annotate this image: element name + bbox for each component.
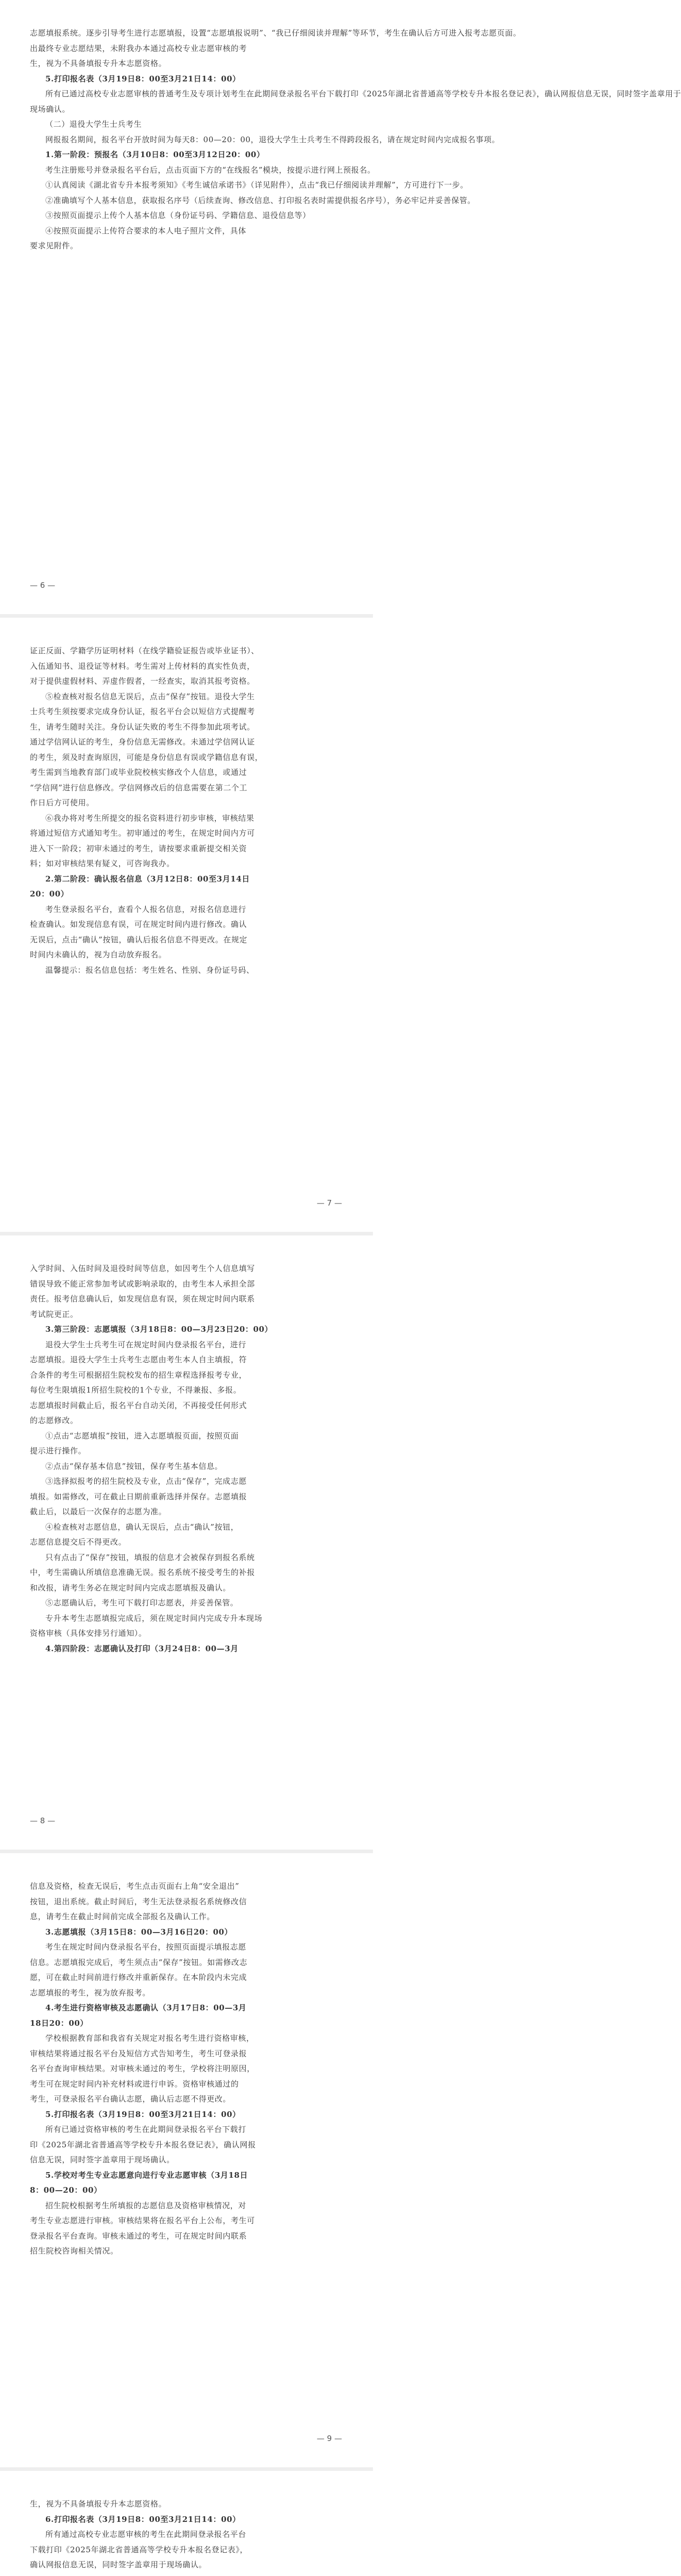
paragraph-line: 每位考生限填报1所招生院校的1个专业，不得兼报、多报。 [30, 1385, 242, 1395]
section-heading-line: 5.打印报名表（3月19日8：00至3月21日14：00） [45, 2109, 241, 2119]
paragraph-line: 信息及资格，检查无误后，考生点击页面右上角“安全退出” [30, 1882, 240, 1891]
paragraph-line: 士兵考生须按要求完成身份认证，报名平台会以短信方式提醒考 [30, 707, 255, 716]
paragraph-line: 审核结果将通过报名平台及短信方式告知考生，考生可登录报 [30, 2048, 247, 2058]
document-page [0, 618, 373, 1235]
document-page [0, 0, 681, 618]
paragraph-line: 检查确认。如发现信息有误，可在规定时间内进行修改。确认 [30, 920, 247, 929]
paragraph-line: 填报。如需修改，可在截止日期前重新选择并保存。志愿填报 [30, 1492, 247, 1501]
paragraph-line: ②点击“保存基本信息”按钮，保存考生基本信息。 [45, 1461, 223, 1471]
paragraph-line: 所有已通过高校专业志愿审核的普通考生及专项计划考生在此期间登录报名平台下载打印《2025年湖北省普通高等学校专升本报名登记表》，确认网报信息无误，同时签字盖章用于 [45, 89, 681, 98]
paragraph-line: 入学时间、入伍时间及退役时间等信息，如因考生个人信息填写 [30, 1264, 255, 1273]
paragraph-line: 登录报名平台查询。审核未通过的考生，可在规定时间内联系 [30, 2231, 247, 2241]
paragraph-line: 按钮，退出系统。截止时间后，考生无法登录报名系统修改信 [30, 1896, 247, 1906]
paragraph-line: 志愿填报。退役大学生士兵考生志愿由考生本人自主填报，符 [30, 1355, 247, 1364]
page-number: — 6 — [30, 581, 56, 590]
paragraph-line: 时间内未确认的，视为自动放弃报名。 [30, 950, 167, 959]
paragraph-line: 考生专业志愿进行审核。审核结果将在报名平台上公布，考生可 [30, 2216, 255, 2225]
paragraph-line [30, 2573, 343, 2576]
paragraph-line: 考生，可登录报名平台确认志愿，确认后志愿不得更改。 [30, 2094, 231, 2104]
paragraph-line: 信息。志愿填报完成后，考生须点击“保存”按钮。如需修改志 [30, 1957, 248, 1967]
paragraph-line: 学校根据教育部和我省有关规定对报名考生进行资格审核， [45, 2033, 254, 2043]
paragraph-line: 截止后，以最后一次保存的志愿为准。 [30, 1507, 167, 1516]
paragraph-line: ⑥我办将对考生所提交的报名资料进行初步审核，审核结果 [45, 813, 254, 823]
paragraph-line: 确认网报信息无误，同时签字盖章用于现场确认。 [30, 2560, 207, 2569]
paragraph-line: 所有已通过资格审核的考生在此期间登录报名平台下载打 [45, 2125, 247, 2134]
paragraph-line: ①认真阅读《湖北省专升本报考须知》《考生诚信承诺书》（详见附件），点击“我已仔细阅读并理解”，方可进行下一步。 [45, 180, 468, 190]
section-heading-line: 3.第三阶段：志愿填报（3月18日8：00—3月23日20：00） [45, 1325, 273, 1334]
paragraph-line: 印《2025年湖北省普通高等学校专升本报名登记表》，确认网报 [30, 2140, 256, 2149]
section-heading-line: 4.考生进行资格审核及志愿确认（3月17日8：00—3月 [45, 2003, 247, 2012]
paragraph-line: 进入下一阶段；初审未通过的考生，请按要求重新提交相关资 [30, 843, 247, 853]
paragraph-line: 生，视为不具备填报专升本志愿资格。 [30, 2499, 167, 2509]
paragraph-line: ③选择拟报考的招生院校及专业，点击“保存”，完成志愿 [45, 1477, 247, 1486]
paragraph-line: ④检查核对志愿信息，确认无误后，点击“确认”按钮， [45, 1522, 239, 1532]
document-page [0, 1853, 373, 2471]
section-heading-line: 8：00—20：00） [30, 2185, 102, 2195]
paragraph-line: ①点击“志愿填报”按钮，进入志愿填报页面，按照页面 [45, 1431, 239, 1440]
paragraph-line: 通过学信网认证的考生，身份信息无需修改。未通过学信网认证 [30, 737, 255, 747]
paragraph-line: 志愿信息提交后不得更改。 [30, 1537, 127, 1547]
paragraph-line: 下载打印《2025年湖北省普通高等学校专升本报名登记表》， [30, 2545, 248, 2554]
page-body-text [30, 26, 681, 254]
section-heading-line: 5.打印报名表（3月19日8：00至3月21日14：00） [45, 74, 241, 83]
paragraph-line: 错误导致不能正常参加考试或影响录取的，由考生本人承担全部 [30, 1279, 255, 1289]
document-page [0, 2471, 373, 2576]
paragraph-line: 愿，可在截止时间前进行修改并重新保存。在本阶段内未完成 [30, 1973, 247, 1982]
section-heading-line: 1.第一阶段：预报名（3月10日8：00至3月12日20：00） [45, 150, 265, 159]
page-number: — 8 — [30, 1816, 56, 1825]
paragraph-line: 只有点击了“保存”按钮，填报的信息才会被保存到报名系统 [45, 1552, 255, 1562]
paragraph-line: 志愿填报时间截止后，报名平台自动关闭，不再接受任何形式 [30, 1400, 247, 1410]
paragraph-line: 入伍通知书、退役证等材料。考生需对上传材料的真实性负责， [30, 661, 255, 671]
page-body-text [30, 1879, 343, 2259]
paragraph-line: （二）退役大学生士兵考生 [45, 120, 142, 129]
section-heading-line: 2.第二阶段：确认报名信息（3月12日8：00至3月14日 [45, 874, 250, 884]
paragraph-line: 生，视为不具备填报专升本志愿资格。 [30, 59, 167, 68]
paragraph-line: 合条件的考生可根据招生院校发布的招生章程选择报考专业， [30, 1370, 247, 1380]
page-number: — 9 — [316, 2434, 342, 2443]
paragraph-line: 信息无误，同时签字盖章用于现场确认。 [30, 2155, 175, 2164]
paragraph-line: 提示进行操作。 [30, 1446, 87, 1455]
paragraph-line: 现场确认。 [30, 104, 71, 114]
document-page [0, 1235, 373, 1853]
section-heading-line: 4.第四阶段：志愿确认及打印（3月24日8：00—3月 [45, 1643, 239, 1653]
paragraph-line: 考生需到当地教育部门或毕业院校核实修改个人信息，或通过 [30, 768, 247, 777]
paragraph-line: 考生登录报名平台，查看个人报名信息，对报名信息进行 [45, 904, 247, 914]
paragraph-line: 温馨提示：报名信息包括：考生姓名、性别、身份证号码、 [45, 965, 254, 975]
section-heading-line: 3.志愿填报（3月15日8：00—3月16日20：00） [45, 1927, 233, 1937]
section-heading-line: 18日20：00） [30, 2018, 89, 2028]
paragraph-line: 志愿填报的考生，视为放弃报考。 [30, 1988, 151, 1997]
paragraph-line: 考生可在规定时间内补充材料或进行申诉。资格审核通过的 [30, 2079, 239, 2089]
paragraph-line: 作日后方可使用。 [30, 798, 94, 807]
paragraph-line: 考生注册账号并登录报名平台后，点击页面下方的“在线报名”模块，按提示进行网上预报名。 [45, 165, 376, 175]
paragraph-line: 生，请考生随时关注。身份认证失败的考生不得参加此项考试。 [30, 722, 255, 732]
paragraph-line: ⑤志愿确认后，考生可下载打印志愿表，并妥善保管。 [45, 1598, 239, 1607]
paragraph-line: 无误后，点击“确认”按钮，确认后报名信息不得更改。在规定 [30, 935, 248, 944]
paragraph-line: 专升本考生志愿填报完成后，须在规定时间内完成专升本现场 [45, 1613, 263, 1623]
paragraph-line: 名平台查询审核结果。对审核未通过的考生，学校将注明原因， [30, 2064, 255, 2073]
paragraph-line: ②准确填写个人基本信息，获取报名序号（后续查询、修改信息、打印报名表时需提供报名序号），务必牢记并妥善保管。 [45, 195, 475, 205]
paragraph-line: 中，考生需确认所填信息准确无误。报名系统不接受考生的补报 [30, 1568, 255, 1577]
paragraph-line: 出最终专业志愿结果，未附我办本通过高校专业志愿审核的考 [30, 43, 247, 53]
paragraph-line: 招生院校咨询相关情况。 [30, 2246, 118, 2256]
paragraph-line: 考试院更正。 [30, 1309, 78, 1319]
page-body-text [30, 1261, 343, 1656]
paragraph-line: 所有通过高校专业志愿审核的考生在此期间登录报名平台 [45, 2530, 247, 2539]
paragraph-line: 责任。报考信息确认后，如发现信息有误，须在规定时间内联系 [30, 1294, 255, 1303]
paragraph-line: 要求见附件。 [30, 241, 78, 250]
paragraph-line: 的考生，须及时查询原因，可能是身份信息有误或学籍信息有误， [30, 752, 263, 762]
paragraph-line: 证正反面、学籍学历证明材料（在线学籍验证报告或毕业证书）、 [30, 646, 259, 655]
page-body-text [30, 643, 343, 978]
section-heading-line: 6.打印报名表（3月19日8：00至3月21日14：00） [45, 2514, 241, 2524]
paragraph-line: 和改报，请考生务必在规定时间内完成志愿填报及确认。 [30, 1583, 231, 1592]
paragraph-line: 网报报名期间，报名平台开放时间为每天8：00—20：00，退役大学生士兵考生不得跨段报名，请在规定时间内完成报名事项。 [45, 134, 500, 144]
section-heading-line: 20：00） [30, 889, 69, 899]
section-heading-line: 5.学校对考生专业志愿意向进行专业志愿审核（3月18日 [45, 2170, 248, 2180]
paragraph-line: ④按照页面提示上传符合要求的本人电子照片文件，具体 [45, 226, 247, 235]
paragraph-line: ⑤检查核对报名信息无误后，点击“保存”按钮。退役大学生 [45, 691, 255, 701]
page-body-text [30, 2497, 343, 2576]
page-number: — 7 — [316, 1198, 342, 1208]
paragraph-line: 对于提供虚假材料、弄虚作假者，一经查实，取消其报考资格。 [30, 676, 255, 686]
paragraph-line: 料；如对审核结果有疑义，可咨询我办。 [30, 859, 175, 868]
paragraph-line: 招生院校根据考生所填报的志愿信息及资格审核情况，对 [45, 2200, 247, 2210]
paragraph-line: 考生在规定时间内登录报名平台，按照页面提示填报志愿 [45, 1942, 247, 1952]
paragraph-line: ③按照页面提示上传个人基本信息（身份证号码、学籍信息、退役信息等） [45, 211, 311, 220]
paragraph-line: 的志愿修改。 [30, 1416, 78, 1425]
paragraph-line: 息，请考生在截止时间前完成全部报名及确认工作。 [30, 1912, 215, 1921]
paragraph-line: 将通过短信方式通知考生。初审通过的考生，在规定时间内方可 [30, 828, 255, 838]
paragraph-line: 志愿填报系统。逐步引导考生进行志愿填报，设置“志愿填报说明”、“我已仔细阅读并理解”等环节，考生在确认后方可进入报考志愿页面。 [30, 28, 521, 38]
paragraph-line: 退役大学生士兵考生可在规定时间内登录报名平台，进行 [45, 1340, 247, 1349]
paragraph-line: “学信网”进行信息修改。学信网修改后的信息需要在第二个工 [30, 783, 248, 792]
paragraph-line: 资格审核（具体安排另行通知）。 [30, 1629, 147, 1638]
